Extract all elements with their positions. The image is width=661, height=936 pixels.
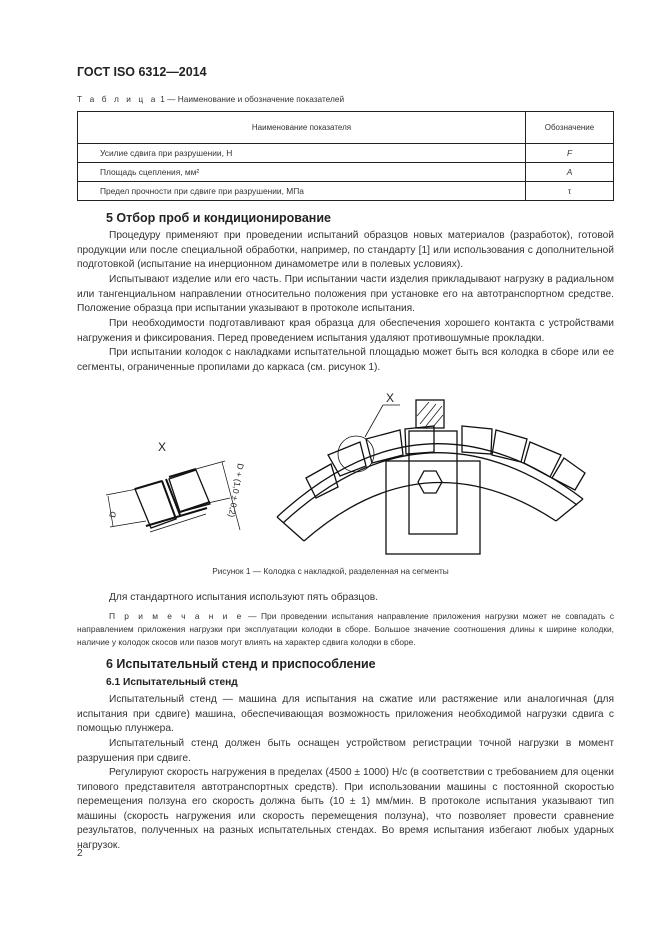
- row-name: Усилие сдвига при разрушении, Н: [78, 144, 526, 163]
- table-caption-prefix: Т а б л и ц а: [77, 94, 158, 104]
- subsection-6-1-heading: 6.1 Испытательный стенд: [106, 677, 238, 688]
- detail-x-label: X: [158, 440, 167, 454]
- row-symbol: A: [526, 163, 614, 182]
- column-header-symbol: Обозначение: [526, 112, 614, 144]
- section-6-1-paragraph-2: Испытательный стенд должен быть оснащен устройством регистрации точной нагрузки в момент разрушения при сдвиге.: [77, 738, 614, 764]
- brake-shoe-drawing: [80, 360, 600, 565]
- section-6-heading: 6 Испытательный стенд и приспособление: [106, 657, 376, 671]
- detail-x-view: [106, 461, 240, 532]
- note-prefix: П р и м е ч а н и е: [109, 611, 244, 621]
- note-paragraph: [77, 610, 614, 648]
- table-row: [78, 163, 614, 182]
- section-5-paragraph-3: При необходимости подготавливают края образца для обеспечения хорошего контакта с устройствами нагружения и фиксирования. Перед проведением испытания удаляют противошумные прокладки.: [77, 318, 614, 344]
- column-header-name: Наименование показателя: [78, 112, 526, 144]
- figure-1-brake-shoe: [80, 360, 600, 565]
- table-row: [78, 182, 614, 201]
- note-text: — При проведении испытания направление приложения нагрузки может не совпадать с направлением приложения нагрузки при эксплуатации колодки в сборе. Большое значение соотношения длины к ширине колодки, наличие у колодок скосов или пазов могут влиять на характер сдвига колодки в сборе.: [77, 611, 615, 647]
- section-5-heading: 5 Отбор проб и кондиционирование: [106, 211, 331, 225]
- dimension-d-label: D: [107, 510, 119, 519]
- section-5-paragraph-1: Процедуру применяют при проведении испытаний образцов новых материалов (разработок), готовой продукции или после специальной обработки, например, по стандарту [1] или использования с дополнительной подготовкой (испытание на инерционном динамометре или в полевых условиях).: [77, 230, 614, 271]
- table-header-row: [78, 112, 614, 144]
- table-caption-title: 1 — Наименование и обозначение показателей: [157, 94, 345, 104]
- figure-1-caption: Рисунок 1 — Колодка с накладкой, разделенная на сегменты: [212, 566, 449, 576]
- row-name: Площадь сцепления, мм²: [78, 163, 526, 182]
- row-name: Предел прочности при сдвиге при разрушении, МПа: [78, 182, 526, 201]
- detail-x-leader-label: X: [386, 391, 395, 405]
- table-caption: [77, 94, 344, 104]
- section-5-paragraph-4: При испытании колодок с накладками испытательной площадью может быть вся колодка в сборе или ее сегменты, ограниченные пропилами до каркаса (см. рисунок 1).: [77, 347, 614, 373]
- section-6-1-paragraph-3: Регулируют скорость нагружения в пределах (4500 ± 1000) Н/с (в соответствии с требованием для оценки типового представителя автотранспортных средств). При использовании машины с постоянной скоростью перемещения ползуна его скорость должна быть (10 ± 1) мм/мин. В протоколе испытания указывают тип машины (скорость нагружения или скорость перемещения ползуна), что позволяет провести сравнение результатов, полученных на разных испытательных стендах. Во время испытания избегают любых ударных нагрузок.: [77, 767, 614, 851]
- table-row: [78, 144, 614, 163]
- five-samples-paragraph: Для стандартного испытания используют пять образцов.: [109, 592, 379, 603]
- section-6-1-paragraph-1: Испытательный стенд — машина для испытания на сжатие или растяжение или аналогичная (для испытания при сдвиге) машина, обеспечивающая возможность приложения необходимой нагрузки сдвига с помощью плунжера.: [77, 694, 614, 735]
- dimension-d-plus-label: D + (1,0 ± 0,2): [226, 462, 246, 519]
- section-5-paragraph-2: Испытывают изделие или его часть. При испытании части изделия прикладывают нагрузку в радиальном или тангенциальном направлении относительно положения при установке его на автотранспортном средстве. Положение образца при испытании указывают в протоколе испытания.: [77, 274, 614, 315]
- parameters-table: [77, 111, 614, 201]
- page-number: 2: [77, 848, 83, 859]
- brake-shoe-main-view: [277, 400, 585, 554]
- row-symbol: F: [526, 144, 614, 163]
- document-header-standard: ГОСТ ISO 6312—2014: [77, 65, 207, 79]
- row-symbol: τ: [526, 182, 614, 201]
